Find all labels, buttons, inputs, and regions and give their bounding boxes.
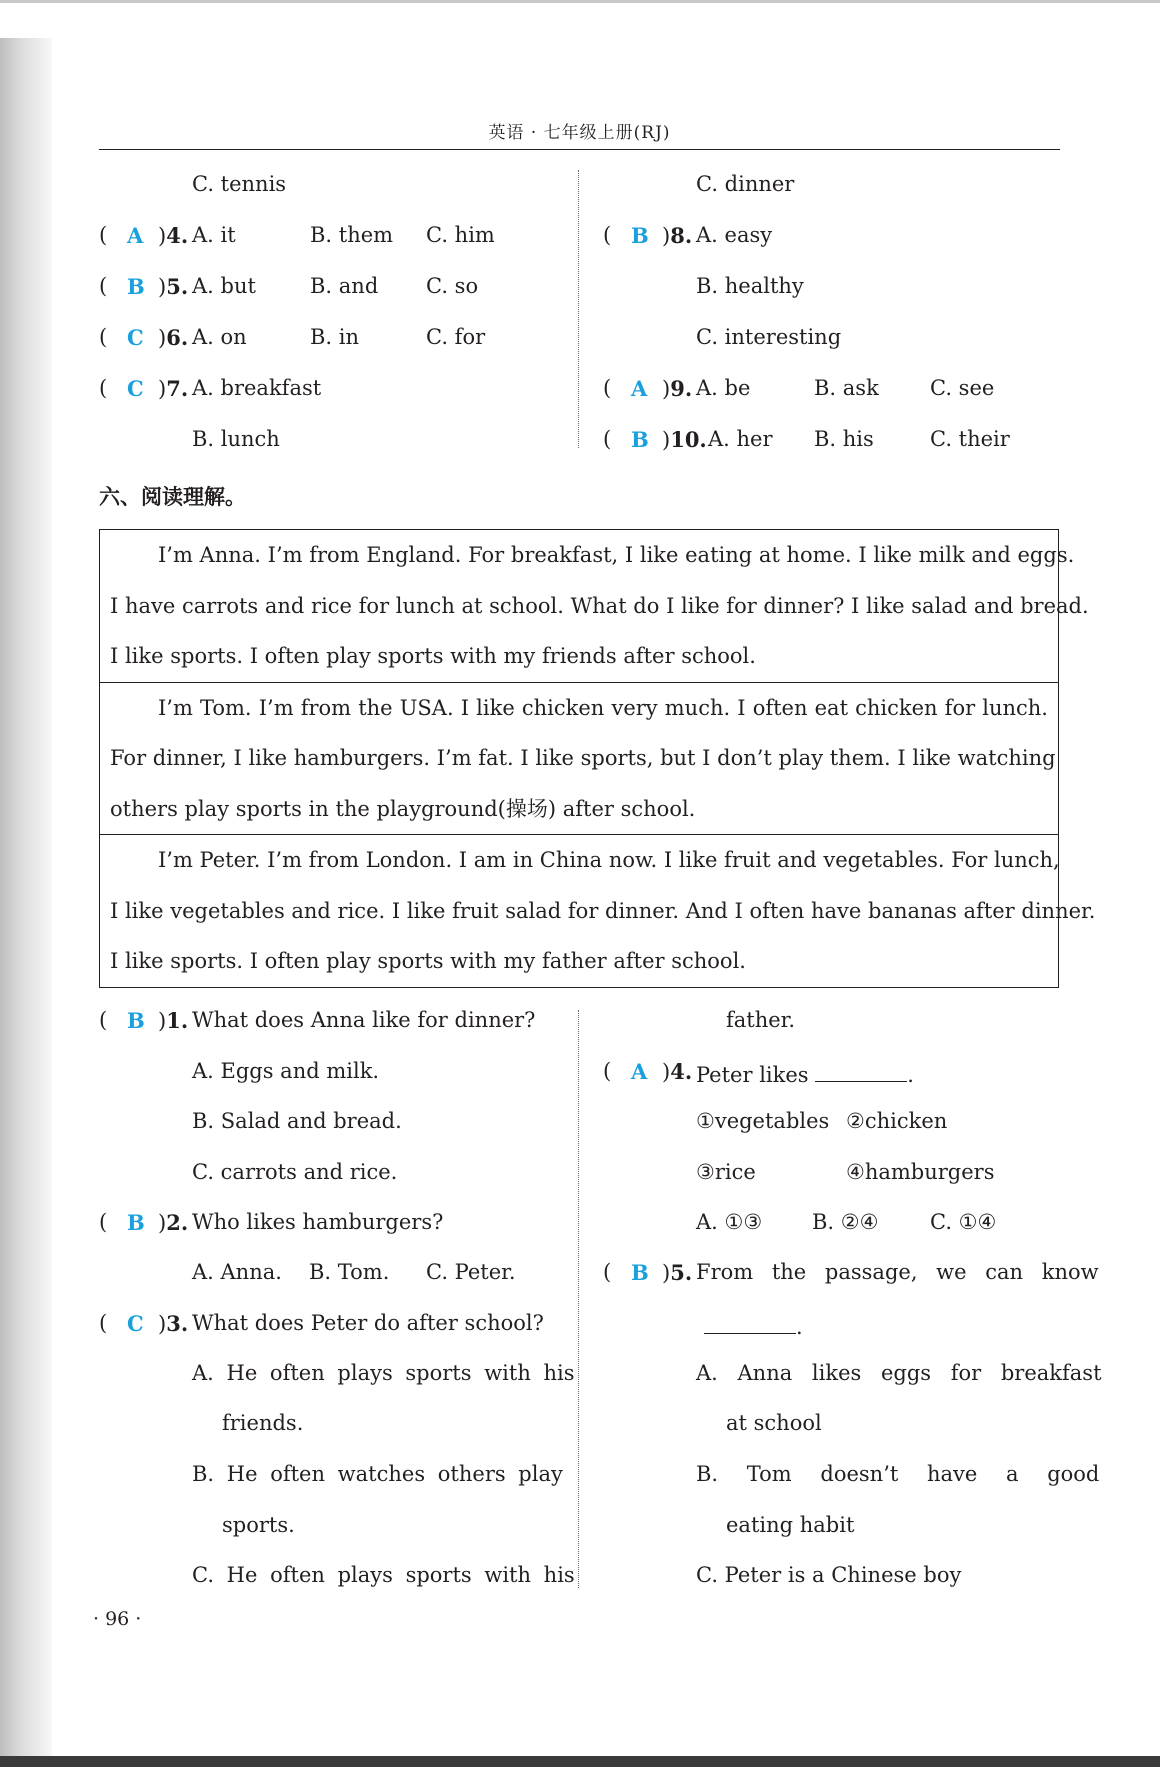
choice-3: ③rice bbox=[696, 1160, 756, 1184]
passage-anna bbox=[100, 530, 1089, 682]
option-a: A. Anna. bbox=[192, 1260, 282, 1284]
section-title: 六、阅读理解。 bbox=[99, 485, 246, 509]
paren-open: ( bbox=[603, 1260, 612, 1284]
passage-line: I like sports. I often play sports with my friends after school. bbox=[110, 644, 756, 668]
option-a: A. He often plays sports with his bbox=[192, 1361, 575, 1385]
option-b: B. He often watches others play bbox=[192, 1462, 563, 1486]
answer-mark: B bbox=[127, 274, 145, 299]
page-spine-shadow bbox=[0, 38, 52, 1756]
paren-open: ( bbox=[603, 427, 612, 451]
passage-tom bbox=[100, 682, 1058, 835]
choice-1: ①vegetables bbox=[696, 1109, 830, 1133]
paren-open: ( bbox=[99, 274, 108, 298]
answer-mark: B bbox=[631, 223, 649, 248]
question-number: )5. bbox=[158, 274, 189, 299]
option-a: A. Anna likes eggs for breakfast bbox=[696, 1361, 1102, 1385]
option-b-continued: eating habit bbox=[726, 1513, 855, 1537]
answer-mark: B bbox=[631, 427, 649, 452]
paren-open: ( bbox=[99, 376, 108, 400]
option-c: C. him bbox=[426, 223, 495, 247]
option-text: C. tennis bbox=[192, 172, 287, 196]
question-number: )2. bbox=[158, 1210, 189, 1235]
option-b-continued: sports. bbox=[222, 1513, 295, 1537]
answer-mark: A bbox=[631, 376, 648, 401]
page-header: 英语 · 七年级上册(RJ) bbox=[488, 123, 671, 143]
option-a: A. be bbox=[696, 376, 751, 400]
option-b: B. ②④ bbox=[812, 1210, 879, 1234]
option-c: C. Peter is a Chinese boy bbox=[696, 1563, 962, 1587]
passage-line: I like vegetables and rice. I like fruit salad for dinner. And I often have bananas after dinner. bbox=[110, 898, 1096, 923]
paren-open: ( bbox=[99, 1210, 108, 1234]
option-c: C. ①④ bbox=[930, 1210, 997, 1234]
paren-open: ( bbox=[99, 223, 108, 247]
option-c: C. Peter. bbox=[426, 1260, 516, 1284]
answer-mark: A bbox=[127, 223, 144, 248]
option-a: A. her bbox=[708, 427, 773, 451]
option-b: B. lunch bbox=[192, 427, 280, 451]
option-a: A. Eggs and milk. bbox=[192, 1059, 380, 1083]
question-number: )3. bbox=[158, 1311, 189, 1336]
passage-line: I’m Peter. I’m from London. I am in China now. I like fruit and vegetables. For lunch, bbox=[158, 848, 1060, 872]
option-c: C. so bbox=[426, 274, 479, 298]
question-stem: Peter likes . bbox=[696, 1063, 914, 1087]
header-rule bbox=[99, 149, 1060, 150]
question-number: )1. bbox=[158, 1008, 189, 1033]
paren-open: ( bbox=[603, 223, 612, 247]
option-a: A. but bbox=[192, 274, 256, 298]
option-text: C. dinner bbox=[696, 172, 795, 196]
option-b: B. Salad and bread. bbox=[192, 1109, 402, 1133]
choice-4: ④hamburgers bbox=[846, 1160, 995, 1184]
passage-line: others play sports in the playground(操场) after school. bbox=[110, 796, 696, 821]
option-a-continued: friends. bbox=[222, 1411, 304, 1435]
option-b: B. Tom doesn’t have a good bbox=[696, 1462, 1100, 1486]
question-number: )4. bbox=[662, 1059, 693, 1084]
option-a: A. breakfast bbox=[192, 376, 322, 400]
option-b: B. healthy bbox=[696, 274, 804, 298]
question-number: )9. bbox=[662, 376, 693, 401]
option-c: C. He often plays sports with his bbox=[192, 1563, 575, 1587]
answer-mark: B bbox=[631, 1260, 649, 1285]
reading-passages-box bbox=[99, 529, 1096, 988]
passage-line: I like sports. I often play sports with my father after school. bbox=[110, 949, 746, 973]
question-number: )8. bbox=[662, 223, 693, 248]
option-c: C. interesting bbox=[696, 325, 842, 349]
option-b: B. ask bbox=[814, 376, 879, 400]
option-a-continued: at school bbox=[726, 1411, 822, 1435]
option-b: B. Tom. bbox=[309, 1260, 390, 1284]
question-stem: Who likes hamburgers? bbox=[192, 1210, 444, 1234]
answer-blank: . bbox=[704, 1313, 803, 1338]
option-b: B. and bbox=[310, 274, 379, 298]
option-c: C. their bbox=[930, 427, 1010, 451]
passage-line: For dinner, I like hamburgers. I’m fat. I like sports, but I don’t play them. I like watching bbox=[110, 746, 1056, 770]
top-edge bbox=[0, 0, 1160, 3]
paren-open: ( bbox=[99, 1311, 108, 1335]
answer-mark: B bbox=[127, 1210, 145, 1235]
option-c: C. carrots and rice. bbox=[192, 1160, 398, 1184]
column-divider bbox=[578, 1010, 579, 1588]
question-number: )10. bbox=[662, 427, 707, 452]
question-stem: From the passage, we can know bbox=[696, 1260, 1099, 1284]
passage-line: I’m Tom. I’m from the USA. I like chicken very much. I often eat chicken for lunch. bbox=[158, 695, 1048, 720]
answer-mark: C bbox=[127, 1311, 144, 1336]
option-c-continued: father. bbox=[726, 1008, 796, 1032]
answer-mark: A bbox=[631, 1059, 648, 1084]
paren-open: ( bbox=[603, 1059, 612, 1083]
passage-line: I’m Anna. I’m from England. For breakfast, I like eating at home. I like milk and eggs. bbox=[158, 543, 1075, 567]
question-number: )6. bbox=[158, 325, 189, 350]
option-b: B. them bbox=[310, 223, 394, 247]
paren-open: ( bbox=[603, 376, 612, 400]
question-number: )7. bbox=[158, 376, 189, 401]
answer-mark: C bbox=[127, 376, 144, 401]
answer-mark: C bbox=[127, 325, 144, 350]
option-c: C. for bbox=[426, 325, 486, 349]
paren-open: ( bbox=[99, 325, 108, 349]
bottom-edge bbox=[0, 1756, 1160, 1767]
option-b: B. in bbox=[310, 325, 360, 349]
option-a: A. easy bbox=[696, 223, 773, 247]
page-number: · 96 · bbox=[93, 1608, 142, 1630]
paren-open: ( bbox=[99, 1008, 108, 1032]
option-a: A. on bbox=[192, 325, 247, 349]
answer-mark: B bbox=[127, 1008, 145, 1033]
option-c: C. see bbox=[930, 376, 995, 400]
passage-line: I have carrots and rice for lunch at school. What do I like for dinner? I like salad and bread. bbox=[110, 593, 1089, 618]
question-stem: What does Anna like for dinner? bbox=[192, 1008, 536, 1032]
choice-2: ②chicken bbox=[846, 1109, 948, 1133]
question-stem: What does Peter do after school? bbox=[192, 1311, 544, 1335]
option-a: A. ①③ bbox=[696, 1210, 763, 1234]
passage-peter bbox=[100, 834, 1096, 987]
column-divider bbox=[578, 170, 579, 448]
option-b: B. his bbox=[814, 427, 874, 451]
question-number: )5. bbox=[662, 1260, 693, 1285]
option-a: A. it bbox=[192, 223, 236, 247]
question-number: )4. bbox=[158, 223, 189, 248]
